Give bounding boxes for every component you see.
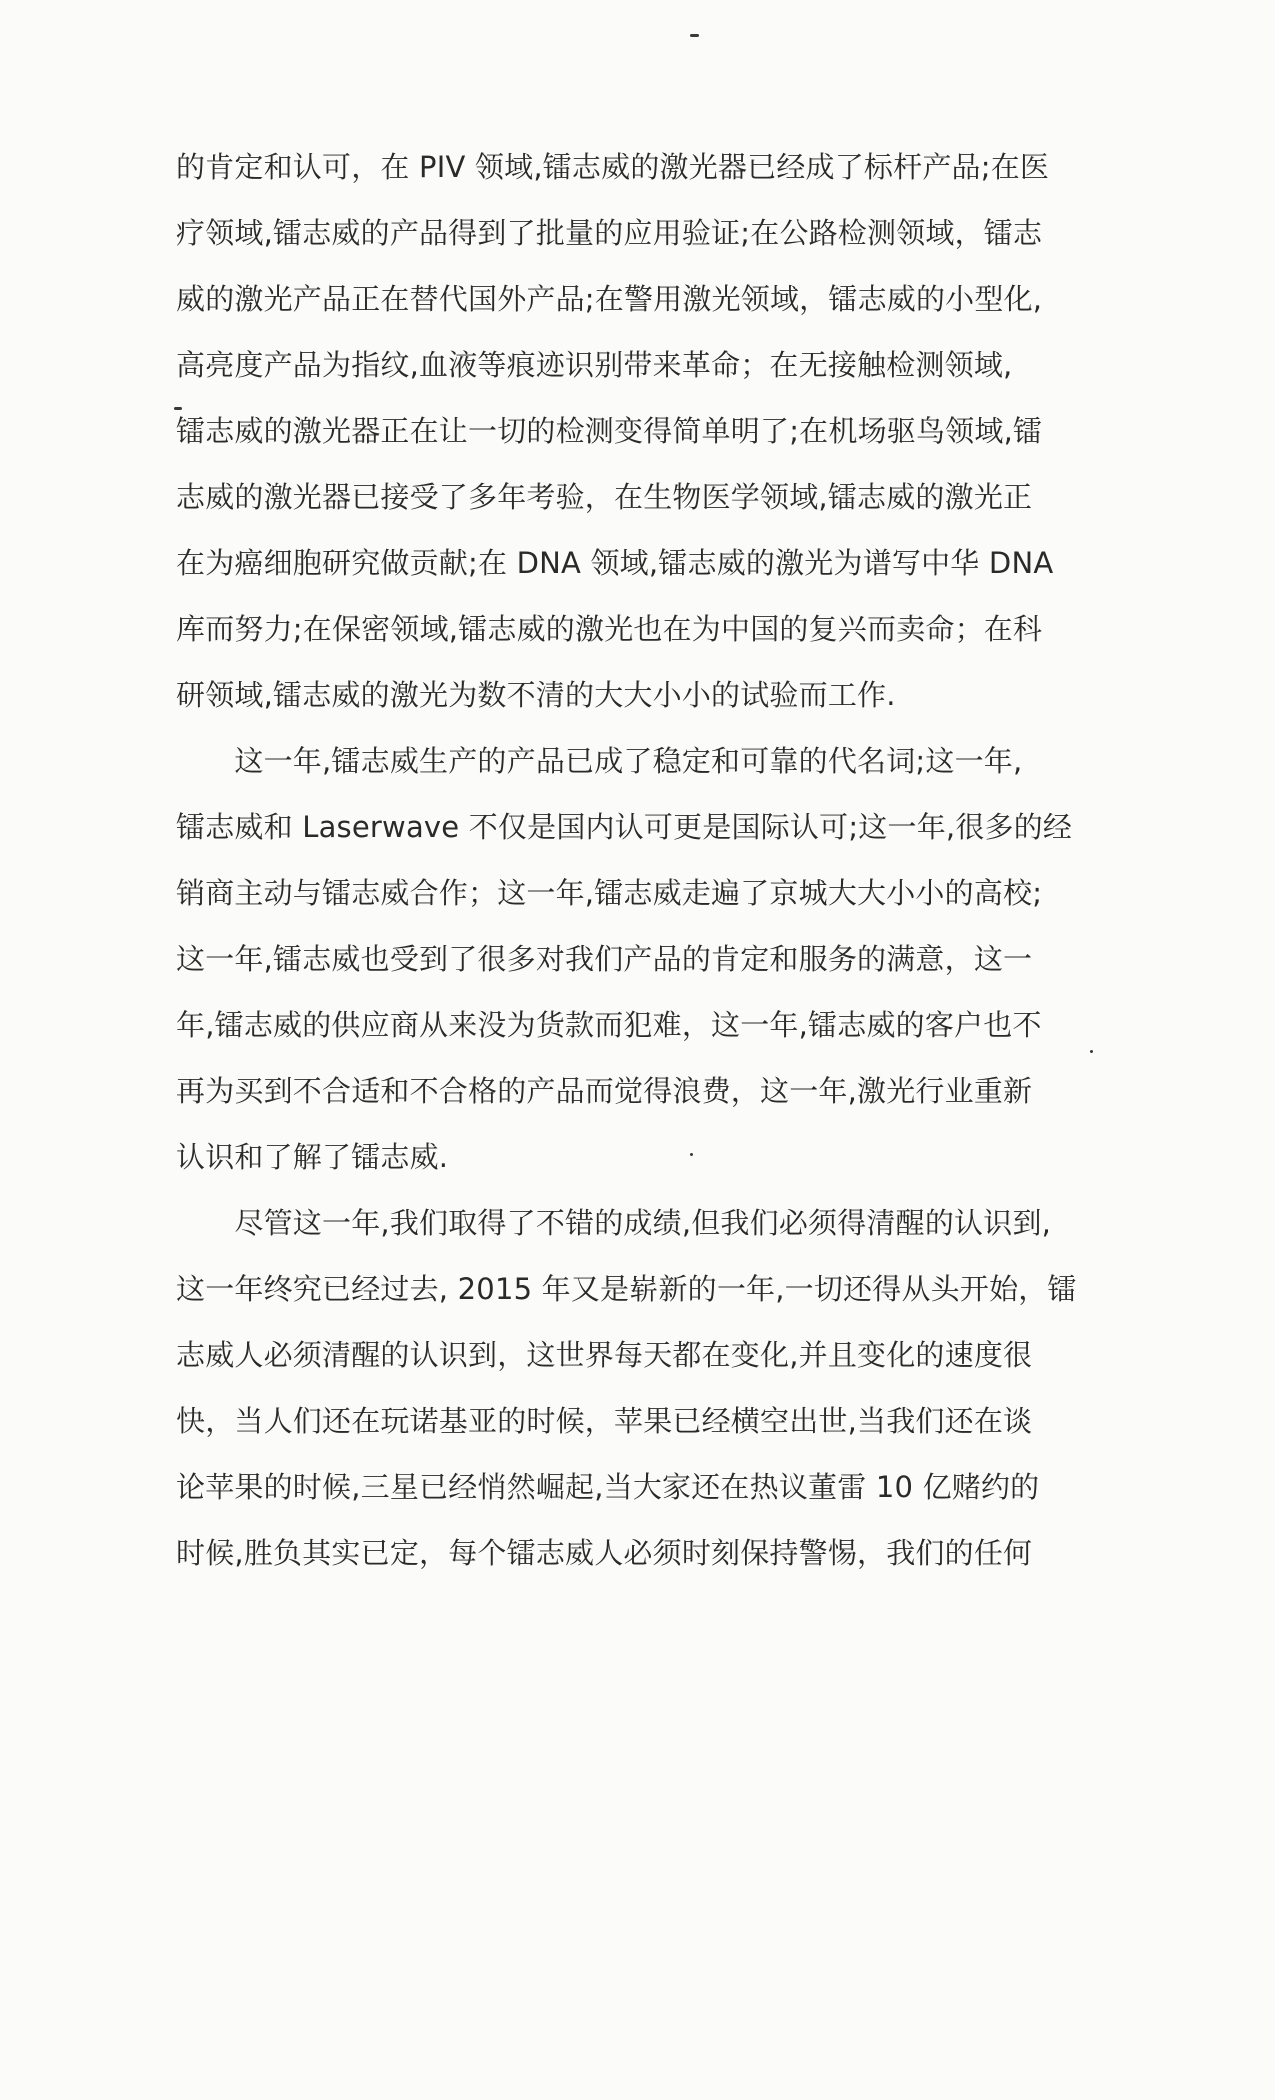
text-line: 在为癌细胞研究做贡献;在 DNA 领域,镭志威的激光为谱写中华 DNA — [176, 546, 1054, 580]
text-line: 研领域,镭志威的激光为数不清的大大小小的试验而工作. — [176, 678, 896, 712]
text-line: 镭志威和 Laserwave 不仅是国内认可更是国际认可;这一年,很多的经 — [176, 810, 1073, 844]
text-line: 论苹果的时候,三星已经悄然崛起,当大家还在热议董雷 10 亿赌约的 — [176, 1470, 1040, 1504]
text-line: 疗领域,镭志威的产品得到了批量的应用验证;在公路检测领域，镭志 — [176, 216, 1043, 250]
scan-speck — [690, 34, 699, 37]
text-line: 快，当人们还在玩诺基亚的时候，苹果已经横空出世,当我们还在谈 — [176, 1404, 1033, 1438]
text-line: 年,镭志威的供应商从来没为货款而犯难，这一年,镭志威的客户也不 — [176, 1008, 1042, 1042]
text-line: 志威的激光器已接受了多年考验，在生物医学领域,镭志威的激光正 — [176, 480, 1033, 514]
text-line: 时候,胜负其实已定，每个镭志威人必须时刻保持警惕，我们的任何 — [176, 1536, 1033, 1570]
text-line: 这一年,镭志威生产的产品已成了稳定和可靠的代名词;这一年, — [176, 744, 1023, 778]
text-line: 镭志威的激光器正在让一切的检测变得简单明了;在机场驱鸟领域,镭 — [176, 414, 1043, 448]
document-body — [176, 142, 1077, 1594]
text-line: 高亮度产品为指纹,血液等痕迹识别带来革命；在无接触检测领域, — [176, 348, 1013, 382]
text-line: 尽管这一年,我们取得了不错的成绩,但我们必须得清醒的认识到, — [176, 1206, 1052, 1240]
paragraph-1 — [176, 142, 1056, 736]
paragraph-3 — [176, 1198, 1077, 1594]
text-line: 再为买到不合适和不合格的产品而觉得浪费，这一年,激光行业重新 — [176, 1074, 1033, 1108]
scan-speck — [1090, 1050, 1093, 1053]
text-line: 这一年,镭志威也受到了很多对我们产品的肯定和服务的满意，这一 — [176, 942, 1033, 976]
text-line: 销商主动与镭志威合作；这一年,镭志威走遍了京城大大小小的高校; — [176, 876, 1043, 910]
paragraph-2 — [176, 736, 1073, 1198]
text-line: 库而努力;在保密领域,镭志威的激光也在为中国的复兴而卖命；在科 — [176, 612, 1043, 646]
text-line: 认识和了解了镭志威. — [176, 1140, 449, 1174]
text-line: 这一年终究已经过去, 2015 年又是崭新的一年,一切还得从头开始，镭 — [176, 1272, 1077, 1306]
text-line: 的肯定和认可，在 PIV 领域,镭志威的激光器已经成了标杆产品;在医 — [176, 150, 1050, 184]
text-line: 威的激光产品正在替代国外产品;在警用激光领域，镭志威的小型化, — [176, 282, 1043, 316]
text-line: 志威人必须清醒的认识到，这世界每天都在变化,并且变化的速度很 — [176, 1338, 1033, 1372]
